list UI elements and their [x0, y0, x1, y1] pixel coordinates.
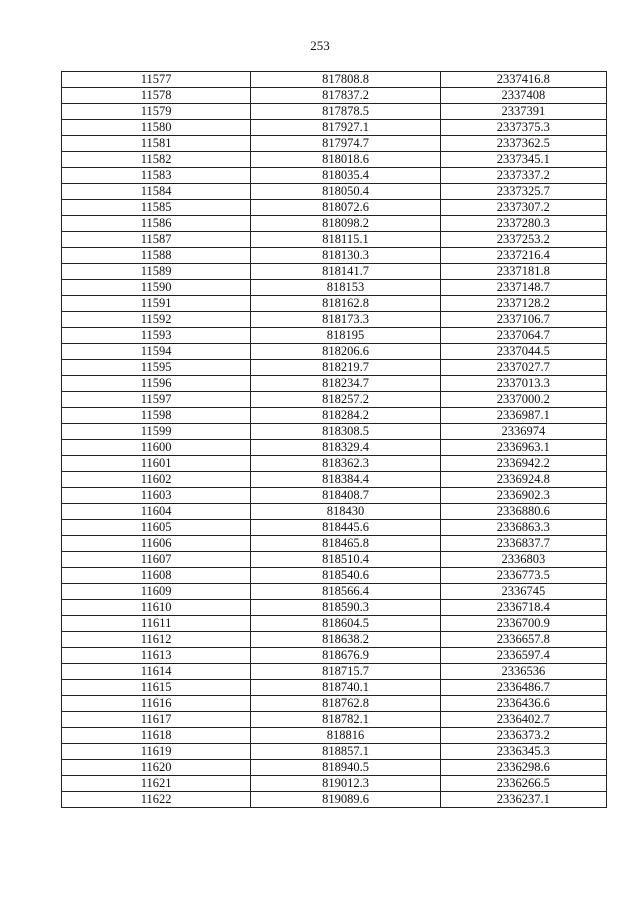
table-row: [62, 504, 607, 520]
point-id-cell: 11620: [62, 760, 251, 776]
table-row: [62, 312, 607, 328]
y-coordinate-cell: 2336773.5: [440, 568, 606, 584]
x-coordinate-cell: 818141.7: [251, 264, 440, 280]
x-coordinate-cell: 818715.7: [251, 664, 440, 680]
x-coordinate-cell: 818195: [251, 328, 440, 344]
table-row: [62, 760, 607, 776]
x-coordinate-cell: 818540.6: [251, 568, 440, 584]
y-coordinate-cell: 2336745: [440, 584, 606, 600]
table-row: [62, 120, 607, 136]
table-row: [62, 136, 607, 152]
x-coordinate-cell: 818050.4: [251, 184, 440, 200]
table-row: [62, 232, 607, 248]
point-id-cell: 11622: [62, 792, 251, 808]
point-id-cell: 11603: [62, 488, 251, 504]
point-id-cell: 11578: [62, 88, 251, 104]
point-id-cell: 11618: [62, 728, 251, 744]
table-row: [62, 664, 607, 680]
x-coordinate-cell: 818638.2: [251, 632, 440, 648]
x-coordinate-cell: 818072.6: [251, 200, 440, 216]
y-coordinate-cell: 2336700.9: [440, 616, 606, 632]
point-id-cell: 11595: [62, 360, 251, 376]
table-row: [62, 440, 607, 456]
table-row: [62, 600, 607, 616]
point-id-cell: 11594: [62, 344, 251, 360]
point-id-cell: 11609: [62, 584, 251, 600]
table-row: [62, 168, 607, 184]
table-row: [62, 744, 607, 760]
x-coordinate-cell: 818857.1: [251, 744, 440, 760]
point-id-cell: 11613: [62, 648, 251, 664]
x-coordinate-cell: 818308.5: [251, 424, 440, 440]
y-coordinate-cell: 2337408: [440, 88, 606, 104]
point-id-cell: 11621: [62, 776, 251, 792]
y-coordinate-cell: 2336402.7: [440, 712, 606, 728]
x-coordinate-cell: 818153: [251, 280, 440, 296]
y-coordinate-cell: 2336942.2: [440, 456, 606, 472]
point-id-cell: 11586: [62, 216, 251, 232]
table-row: [62, 712, 607, 728]
table-row: [62, 648, 607, 664]
y-coordinate-cell: 2336718.4: [440, 600, 606, 616]
y-coordinate-cell: 2336345.3: [440, 744, 606, 760]
table-row: [62, 680, 607, 696]
x-coordinate-cell: 819089.6: [251, 792, 440, 808]
y-coordinate-cell: 2336880.6: [440, 504, 606, 520]
x-coordinate-cell: 818284.2: [251, 408, 440, 424]
y-coordinate-cell: 2337325.7: [440, 184, 606, 200]
y-coordinate-cell: 2336902.3: [440, 488, 606, 504]
x-coordinate-cell: 818816: [251, 728, 440, 744]
x-coordinate-cell: 818234.7: [251, 376, 440, 392]
x-coordinate-cell: 818430: [251, 504, 440, 520]
point-id-cell: 11610: [62, 600, 251, 616]
point-id-cell: 11581: [62, 136, 251, 152]
x-coordinate-cell: 817837.2: [251, 88, 440, 104]
x-coordinate-cell: 818465.8: [251, 536, 440, 552]
table-row: [62, 536, 607, 552]
y-coordinate-cell: 2337027.7: [440, 360, 606, 376]
coordinates-table-body: [62, 72, 607, 808]
coordinates-table: [61, 71, 607, 808]
point-id-cell: 11616: [62, 696, 251, 712]
y-coordinate-cell: 2336657.8: [440, 632, 606, 648]
x-coordinate-cell: 818219.7: [251, 360, 440, 376]
x-coordinate-cell: 818384.4: [251, 472, 440, 488]
y-coordinate-cell: 2336987.1: [440, 408, 606, 424]
y-coordinate-cell: 2337216.4: [440, 248, 606, 264]
y-coordinate-cell: 2337013.3: [440, 376, 606, 392]
point-id-cell: 11596: [62, 376, 251, 392]
table-row: [62, 296, 607, 312]
x-coordinate-cell: 818035.4: [251, 168, 440, 184]
y-coordinate-cell: 2336373.2: [440, 728, 606, 744]
y-coordinate-cell: 2336963.1: [440, 440, 606, 456]
x-coordinate-cell: 818362.3: [251, 456, 440, 472]
table-row: [62, 408, 607, 424]
table-row: [62, 568, 607, 584]
y-coordinate-cell: 2337044.5: [440, 344, 606, 360]
x-coordinate-cell: 818590.3: [251, 600, 440, 616]
y-coordinate-cell: 2336298.6: [440, 760, 606, 776]
point-id-cell: 11590: [62, 280, 251, 296]
table-row: [62, 280, 607, 296]
table-row: [62, 472, 607, 488]
x-coordinate-cell: 818510.4: [251, 552, 440, 568]
x-coordinate-cell: 817974.7: [251, 136, 440, 152]
point-id-cell: 11589: [62, 264, 251, 280]
point-id-cell: 11614: [62, 664, 251, 680]
table-row: [62, 200, 607, 216]
y-coordinate-cell: 2337253.2: [440, 232, 606, 248]
x-coordinate-cell: 818762.8: [251, 696, 440, 712]
table-row: [62, 152, 607, 168]
table-row: [62, 584, 607, 600]
y-coordinate-cell: 2336436.6: [440, 696, 606, 712]
table-row: [62, 552, 607, 568]
point-id-cell: 11612: [62, 632, 251, 648]
point-id-cell: 11587: [62, 232, 251, 248]
point-id-cell: 11606: [62, 536, 251, 552]
y-coordinate-cell: 2337000.2: [440, 392, 606, 408]
point-id-cell: 11599: [62, 424, 251, 440]
x-coordinate-cell: 818782.1: [251, 712, 440, 728]
x-coordinate-cell: 818676.9: [251, 648, 440, 664]
y-coordinate-cell: 2336536: [440, 664, 606, 680]
table-row: [62, 728, 607, 744]
y-coordinate-cell: 2336803: [440, 552, 606, 568]
x-coordinate-cell: 818206.6: [251, 344, 440, 360]
x-coordinate-cell: 818115.1: [251, 232, 440, 248]
x-coordinate-cell: 818018.6: [251, 152, 440, 168]
point-id-cell: 11583: [62, 168, 251, 184]
y-coordinate-cell: 2337280.3: [440, 216, 606, 232]
y-coordinate-cell: 2337106.7: [440, 312, 606, 328]
y-coordinate-cell: 2337307.2: [440, 200, 606, 216]
y-coordinate-cell: 2337064.7: [440, 328, 606, 344]
x-coordinate-cell: 818408.7: [251, 488, 440, 504]
table-row: [62, 520, 607, 536]
y-coordinate-cell: 2336863.3: [440, 520, 606, 536]
point-id-cell: 11615: [62, 680, 251, 696]
point-id-cell: 11582: [62, 152, 251, 168]
table-row: [62, 776, 607, 792]
table-row: [62, 184, 607, 200]
page-number: 253: [310, 38, 330, 53]
y-coordinate-cell: 2336266.5: [440, 776, 606, 792]
y-coordinate-cell: 2337337.2: [440, 168, 606, 184]
table-row: [62, 344, 607, 360]
x-coordinate-cell: 818566.4: [251, 584, 440, 600]
table-row: [62, 376, 607, 392]
x-coordinate-cell: 817808.8: [251, 72, 440, 88]
point-id-cell: 11592: [62, 312, 251, 328]
table-row: [62, 456, 607, 472]
table-row: [62, 392, 607, 408]
point-id-cell: 11602: [62, 472, 251, 488]
table-row: [62, 792, 607, 808]
point-id-cell: 11580: [62, 120, 251, 136]
y-coordinate-cell: 2337416.8: [440, 72, 606, 88]
table-row: [62, 248, 607, 264]
y-coordinate-cell: 2336974: [440, 424, 606, 440]
point-id-cell: 11611: [62, 616, 251, 632]
point-id-cell: 11607: [62, 552, 251, 568]
table-row: [62, 616, 607, 632]
point-id-cell: 11579: [62, 104, 251, 120]
x-coordinate-cell: 818940.5: [251, 760, 440, 776]
point-id-cell: 11598: [62, 408, 251, 424]
x-coordinate-cell: 818130.3: [251, 248, 440, 264]
table-row: [62, 104, 607, 120]
table-row: [62, 72, 607, 88]
point-id-cell: 11593: [62, 328, 251, 344]
x-coordinate-cell: 818604.5: [251, 616, 440, 632]
table-row: [62, 264, 607, 280]
point-id-cell: 11601: [62, 456, 251, 472]
y-coordinate-cell: 2336486.7: [440, 680, 606, 696]
point-id-cell: 11588: [62, 248, 251, 264]
table-row: [62, 632, 607, 648]
y-coordinate-cell: 2337345.1: [440, 152, 606, 168]
point-id-cell: 11617: [62, 712, 251, 728]
table-row: [62, 488, 607, 504]
x-coordinate-cell: 818098.2: [251, 216, 440, 232]
x-coordinate-cell: 819012.3: [251, 776, 440, 792]
table-row: [62, 696, 607, 712]
table-row: [62, 424, 607, 440]
x-coordinate-cell: 818173.3: [251, 312, 440, 328]
x-coordinate-cell: 818329.4: [251, 440, 440, 456]
point-id-cell: 11608: [62, 568, 251, 584]
table-row: [62, 216, 607, 232]
y-coordinate-cell: 2336597.4: [440, 648, 606, 664]
point-id-cell: 11584: [62, 184, 251, 200]
x-coordinate-cell: 817878.5: [251, 104, 440, 120]
y-coordinate-cell: 2337181.8: [440, 264, 606, 280]
point-id-cell: 11585: [62, 200, 251, 216]
point-id-cell: 11605: [62, 520, 251, 536]
y-coordinate-cell: 2336837.7: [440, 536, 606, 552]
table-row: [62, 360, 607, 376]
point-id-cell: 11604: [62, 504, 251, 520]
x-coordinate-cell: 818162.8: [251, 296, 440, 312]
x-coordinate-cell: 817927.1: [251, 120, 440, 136]
y-coordinate-cell: 2336924.8: [440, 472, 606, 488]
point-id-cell: 11577: [62, 72, 251, 88]
y-coordinate-cell: 2337362.5: [440, 136, 606, 152]
y-coordinate-cell: 2337375.3: [440, 120, 606, 136]
x-coordinate-cell: 818740.1: [251, 680, 440, 696]
point-id-cell: 11597: [62, 392, 251, 408]
x-coordinate-cell: 818257.2: [251, 392, 440, 408]
table-row: [62, 328, 607, 344]
point-id-cell: 11600: [62, 440, 251, 456]
point-id-cell: 11591: [62, 296, 251, 312]
y-coordinate-cell: 2337391: [440, 104, 606, 120]
x-coordinate-cell: 818445.6: [251, 520, 440, 536]
y-coordinate-cell: 2337128.2: [440, 296, 606, 312]
point-id-cell: 11619: [62, 744, 251, 760]
table-row: [62, 88, 607, 104]
y-coordinate-cell: 2336237.1: [440, 792, 606, 808]
y-coordinate-cell: 2337148.7: [440, 280, 606, 296]
